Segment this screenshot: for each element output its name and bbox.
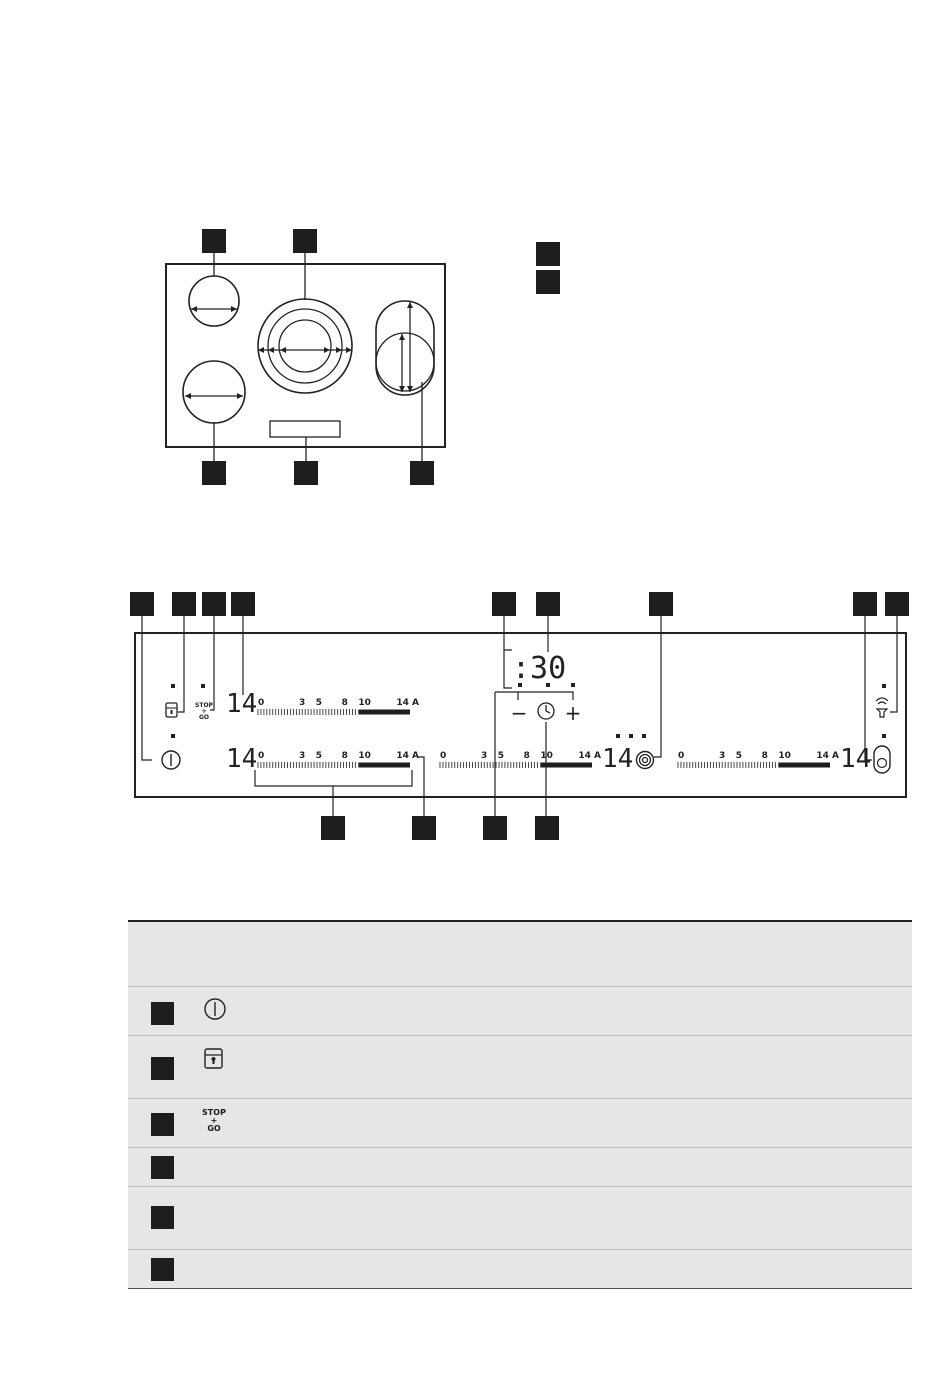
svg-text:+: +: [201, 708, 207, 715]
lock-icon[interactable]: [166, 703, 177, 717]
scale-label: 14 A: [396, 751, 419, 761]
scale-label: 10: [778, 751, 791, 761]
scale-label: 14 A: [578, 751, 601, 761]
scale-label: 3: [299, 698, 306, 708]
power-icon: [203, 997, 229, 1023]
power-level-display: 14: [602, 744, 634, 774]
power-slider-rear-left[interactable]: [258, 751, 419, 768]
scale-label: 8: [341, 751, 348, 761]
stop-go-icon: STOP + GO: [202, 1108, 226, 1133]
scale-label: 5: [315, 698, 323, 708]
power-level-display: 14: [840, 744, 872, 774]
row-callout: [151, 1156, 174, 1179]
row-callout: [151, 1258, 174, 1281]
row-callout: [151, 1057, 174, 1080]
description-table: [128, 920, 912, 1289]
oval-zone-icon[interactable]: [874, 746, 890, 773]
scale-label: 5: [497, 751, 505, 761]
power-level-display: 14: [226, 689, 258, 719]
scale-label: 5: [735, 751, 743, 761]
svg-text:GO: GO: [198, 714, 210, 721]
scale-label: 5: [315, 751, 323, 761]
scale-label: 0: [258, 698, 265, 708]
scale-label: 10: [358, 698, 371, 708]
plus-button[interactable]: +: [564, 701, 582, 725]
table-header: [128, 922, 912, 987]
table-row: [128, 987, 912, 1036]
scale-label: 0: [678, 751, 685, 761]
table-row: [128, 1036, 912, 1099]
row-callout: [151, 1113, 174, 1136]
lock-icon: [203, 1047, 229, 1073]
svg-text:STOP: STOP: [195, 702, 213, 709]
scale-label: 10: [540, 751, 553, 761]
row-callout: [151, 1002, 174, 1025]
power-slider-right[interactable]: [678, 751, 839, 768]
table-row: [128, 1148, 912, 1187]
scale-label: 3: [481, 751, 488, 761]
scale-label: 8: [341, 698, 348, 708]
scale-label: 3: [719, 751, 726, 761]
timer-display: :30: [512, 651, 567, 686]
scale-label: 8: [761, 751, 768, 761]
scale-label: 10: [358, 751, 371, 761]
scale-label: 14 A: [396, 698, 419, 708]
stop-go-icon[interactable]: [195, 702, 214, 721]
row-callout: [151, 1206, 174, 1229]
power-slider-front-left[interactable]: [258, 698, 419, 715]
scale-label: 0: [258, 751, 265, 761]
minus-button[interactable]: −: [510, 701, 528, 725]
power-icon[interactable]: [162, 751, 180, 769]
hob-hood-icon[interactable]: [876, 698, 888, 717]
power-slider-center[interactable]: [440, 751, 601, 768]
table-row: [128, 1099, 912, 1148]
table-row: [128, 1187, 912, 1250]
scale-label: 0: [440, 751, 447, 761]
bridge-function-icon[interactable]: [637, 752, 654, 769]
timer-clock-icon[interactable]: [538, 703, 554, 719]
scale-label: 3: [299, 751, 306, 761]
table-row: [128, 1250, 912, 1289]
scale-label: 14 A: [816, 751, 839, 761]
power-level-display: 14: [226, 744, 258, 774]
scale-label: 8: [523, 751, 530, 761]
